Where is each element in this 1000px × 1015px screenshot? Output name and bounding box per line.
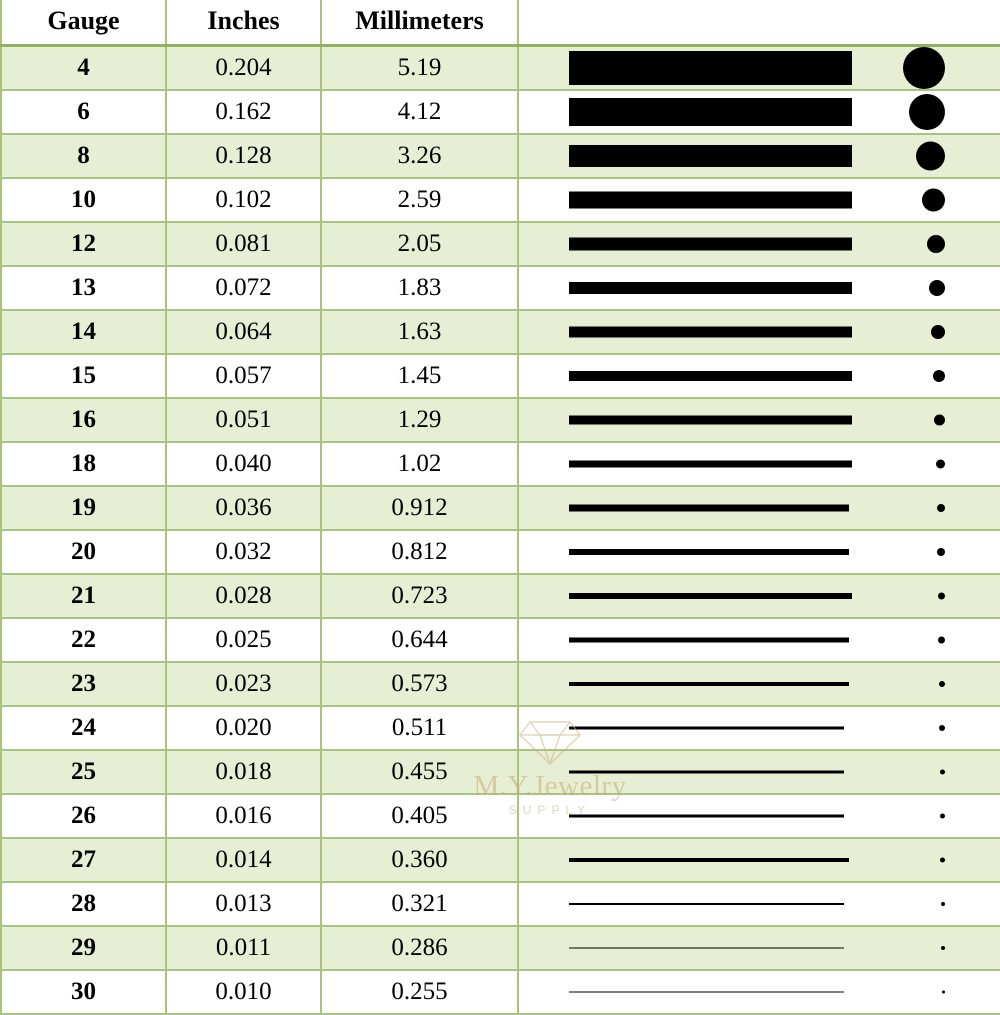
cell-millimeters: 1.29	[321, 398, 518, 442]
table-body	[1, 46, 1000, 1015]
wire-cross-section-dot	[938, 593, 945, 600]
cell-millimeters: 0.405	[321, 794, 518, 838]
cell-gauge: 23	[1, 662, 166, 706]
cell-millimeters: 0.812	[321, 530, 518, 574]
table-row	[1, 486, 1000, 530]
wire-thickness-bar	[569, 51, 852, 85]
wire-thickness-bar	[569, 461, 852, 468]
cell-gauge: 12	[1, 222, 166, 266]
table-row	[1, 750, 1000, 794]
wire-cross-section-dot	[939, 725, 945, 731]
cell-millimeters: 0.573	[321, 662, 518, 706]
wire-cross-section-dot	[922, 189, 945, 212]
column-header-gauge: Gauge	[1, 0, 166, 46]
cell-wire-visual	[518, 706, 1000, 750]
wire-cross-section-dot	[937, 504, 945, 512]
cell-millimeters: 2.59	[321, 178, 518, 222]
table-row	[1, 838, 1000, 882]
cell-millimeters: 0.511	[321, 706, 518, 750]
wire-thickness-bar	[569, 145, 852, 167]
cell-inches: 0.102	[166, 178, 321, 222]
cell-inches: 0.040	[166, 442, 321, 486]
table-row	[1, 46, 1000, 91]
wire-thickness-bar	[569, 98, 852, 126]
cell-wire-visual	[518, 838, 1000, 882]
cell-gauge: 30	[1, 970, 166, 1014]
cell-gauge: 8	[1, 134, 166, 178]
wire-cross-section-dot	[936, 460, 945, 469]
column-header-millimeters: Millimeters	[321, 0, 518, 46]
cell-gauge: 19	[1, 486, 166, 530]
cell-wire-visual	[518, 134, 1000, 178]
column-header-inches: Inches	[166, 0, 321, 46]
header-row	[1, 0, 1000, 46]
table-row	[1, 882, 1000, 926]
cell-gauge: 24	[1, 706, 166, 750]
cell-wire-visual	[518, 222, 1000, 266]
wire-thickness-bar	[569, 238, 852, 251]
cell-wire-visual	[518, 794, 1000, 838]
wire-thickness-bar	[569, 282, 852, 294]
cell-inches: 0.057	[166, 354, 321, 398]
cell-inches: 0.013	[166, 882, 321, 926]
table-row	[1, 178, 1000, 222]
cell-wire-visual	[518, 750, 1000, 794]
cell-inches: 0.028	[166, 574, 321, 618]
wire-cross-section-dot	[903, 47, 945, 89]
cell-millimeters: 5.19	[321, 46, 518, 91]
cell-millimeters: 2.05	[321, 222, 518, 266]
cell-wire-visual	[518, 970, 1000, 1014]
cell-inches: 0.081	[166, 222, 321, 266]
cell-wire-visual	[518, 530, 1000, 574]
column-header-visual	[518, 0, 1000, 46]
table-row	[1, 442, 1000, 486]
wire-cross-section-dot	[940, 770, 945, 775]
wire-thickness-bar	[569, 727, 844, 730]
wire-thickness-bar	[569, 858, 849, 862]
cell-inches: 0.162	[166, 90, 321, 134]
table-row	[1, 134, 1000, 178]
cell-wire-visual	[518, 310, 1000, 354]
table-row	[1, 310, 1000, 354]
cell-wire-visual	[518, 398, 1000, 442]
cell-inches: 0.023	[166, 662, 321, 706]
wire-thickness-bar	[569, 327, 852, 338]
cell-gauge: 13	[1, 266, 166, 310]
cell-inches: 0.032	[166, 530, 321, 574]
table-row	[1, 970, 1000, 1014]
wire-thickness-bar	[569, 638, 849, 643]
cell-millimeters: 0.912	[321, 486, 518, 530]
wire-thickness-bar	[569, 505, 849, 512]
cell-inches: 0.036	[166, 486, 321, 530]
cell-inches: 0.128	[166, 134, 321, 178]
wire-thickness-bar	[569, 682, 849, 686]
wire-thickness-bar	[569, 815, 844, 818]
cell-gauge: 10	[1, 178, 166, 222]
cell-wire-visual	[518, 882, 1000, 926]
cell-inches: 0.018	[166, 750, 321, 794]
wire-cross-section-dot	[909, 94, 945, 130]
wire-cross-section-dot	[940, 814, 945, 819]
wire-cross-section-dot	[931, 325, 945, 339]
cell-inches: 0.064	[166, 310, 321, 354]
cell-gauge: 21	[1, 574, 166, 618]
cell-millimeters: 1.83	[321, 266, 518, 310]
cell-wire-visual	[518, 662, 1000, 706]
wire-cross-section-dot	[934, 415, 945, 426]
watermark-subtitle: SUPPLY	[508, 803, 592, 817]
cell-inches: 0.051	[166, 398, 321, 442]
table-row	[1, 706, 1000, 750]
cell-gauge: 29	[1, 926, 166, 970]
cell-wire-visual	[518, 266, 1000, 310]
cell-millimeters: 0.644	[321, 618, 518, 662]
cell-millimeters: 0.455	[321, 750, 518, 794]
cell-gauge: 16	[1, 398, 166, 442]
wire-cross-section-dot	[937, 548, 945, 556]
wire-thickness-bar	[569, 992, 844, 993]
cell-wire-visual	[518, 46, 1000, 91]
table-row	[1, 90, 1000, 134]
cell-millimeters: 1.45	[321, 354, 518, 398]
cell-wire-visual	[518, 90, 1000, 134]
table-row	[1, 662, 1000, 706]
table-row	[1, 574, 1000, 618]
cell-millimeters: 3.26	[321, 134, 518, 178]
table-row	[1, 222, 1000, 266]
cell-inches: 0.010	[166, 970, 321, 1014]
cell-inches: 0.204	[166, 46, 321, 91]
wire-thickness-bar	[569, 948, 844, 949]
wire-cross-section-dot	[941, 946, 945, 950]
wire-cross-section-dot	[940, 858, 945, 863]
cell-gauge: 6	[1, 90, 166, 134]
cell-gauge: 15	[1, 354, 166, 398]
cell-millimeters: 0.286	[321, 926, 518, 970]
wire-cross-section-dot	[942, 991, 945, 994]
cell-gauge: 18	[1, 442, 166, 486]
wire-thickness-bar	[569, 903, 844, 905]
cell-wire-visual	[518, 574, 1000, 618]
cell-gauge: 22	[1, 618, 166, 662]
cell-millimeters: 0.255	[321, 970, 518, 1014]
cell-gauge: 28	[1, 882, 166, 926]
cell-gauge: 14	[1, 310, 166, 354]
table-row	[1, 618, 1000, 662]
cell-inches: 0.011	[166, 926, 321, 970]
cell-wire-visual	[518, 926, 1000, 970]
cell-inches: 0.014	[166, 838, 321, 882]
cell-millimeters: 0.321	[321, 882, 518, 926]
wire-thickness-bar	[569, 549, 849, 555]
watermark-brand: M.Y.Jewelry	[473, 770, 627, 802]
wire-thickness-bar	[569, 416, 852, 425]
table-row	[1, 530, 1000, 574]
wire-cross-section-dot	[933, 370, 945, 382]
table-row	[1, 926, 1000, 970]
cell-inches: 0.025	[166, 618, 321, 662]
wire-cross-section-dot	[941, 902, 945, 906]
cell-millimeters: 0.360	[321, 838, 518, 882]
wire-cross-section-dot	[916, 142, 945, 171]
cell-gauge: 26	[1, 794, 166, 838]
table-row	[1, 398, 1000, 442]
wire-cross-section-dot	[929, 280, 945, 296]
cell-gauge: 20	[1, 530, 166, 574]
table-header	[1, 0, 1000, 46]
wire-thickness-bar	[569, 593, 852, 599]
cell-inches: 0.016	[166, 794, 321, 838]
cell-gauge: 27	[1, 838, 166, 882]
cell-wire-visual	[518, 178, 1000, 222]
table-row	[1, 354, 1000, 398]
cell-gauge: 25	[1, 750, 166, 794]
cell-wire-visual	[518, 442, 1000, 486]
table-row	[1, 794, 1000, 838]
cell-millimeters: 1.63	[321, 310, 518, 354]
table-row	[1, 266, 1000, 310]
cell-inches: 0.020	[166, 706, 321, 750]
cell-millimeters: 4.12	[321, 90, 518, 134]
cell-wire-visual	[518, 618, 1000, 662]
wire-cross-section-dot	[927, 235, 945, 253]
cell-inches: 0.072	[166, 266, 321, 310]
cell-millimeters: 0.723	[321, 574, 518, 618]
cell-wire-visual	[518, 354, 1000, 398]
wire-thickness-bar	[569, 371, 852, 381]
cell-gauge: 4	[1, 46, 166, 91]
wire-thickness-bar	[569, 192, 852, 209]
wire-cross-section-dot	[939, 681, 945, 687]
cell-wire-visual	[518, 486, 1000, 530]
wire-thickness-bar	[569, 771, 844, 774]
cell-millimeters: 1.02	[321, 442, 518, 486]
wire-cross-section-dot	[938, 637, 945, 644]
